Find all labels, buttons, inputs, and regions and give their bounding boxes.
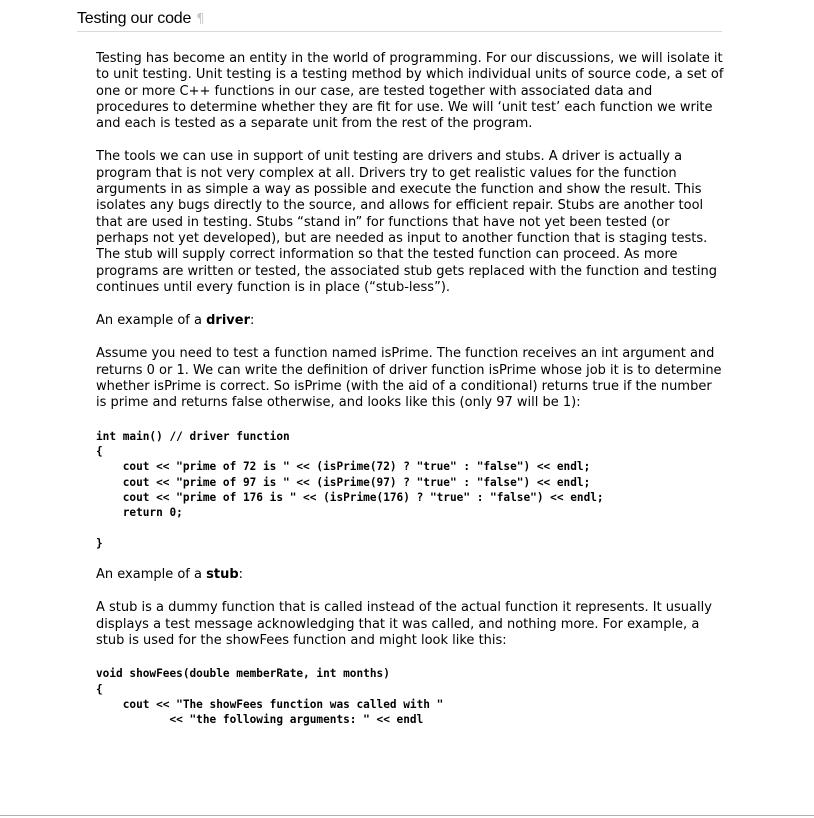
driver-heading-suffix: : <box>250 313 255 329</box>
page-bottom-divider <box>0 815 814 816</box>
driver-heading-prefix: An example of a <box>96 313 207 329</box>
driver-paragraph: Assume you need to test a function named isPrime. The function receives an int argument and returns 0 or 1. We can write the definition of driver function isPrime whose job it is to determine whether isPrime is correct. So isPrime (with the aid of a conditional) returns true if the number is prime and returns false otherwise, and looks like this (only 97 will be 1): <box>96 346 722 411</box>
document-body <box>96 51 726 727</box>
page-title: Testing our code <box>77 10 192 27</box>
stub-heading-suffix: : <box>238 567 244 583</box>
stub-paragraph: A stub is a dummy function that is called instead of the actual function it represents. It usually displays a test message acknowledging that it was called, and nothing more. For example, a stub is used for the showFees function and might look like this: <box>96 600 712 648</box>
stub-heading <box>96 567 726 583</box>
tools-paragraph: The tools we can use in support of unit testing are drivers and stubs. A driver is actually a program that is not very complex at all. Drivers try to get realistic values for the function arguments in as simple a way as possible and execute the function and show the result. This isolates any bugs directly to the source, and allows for efficient repair. Stubs are another tool that are used in testing. Stubs “stand in” for functions that have not yet been tested (or perhaps not yet developed), but are needed as input to another function that is staging tests. The stub will supply correct information so that the tested function can proceed. As more programs are written or tested, the associated stub gets replaced with the function and testing continues until every function is in place (“stub-less”). <box>96 149 717 295</box>
stub-heading-bold: stub <box>206 567 239 583</box>
stub-code-block: void showFees(double memberRate, int months) { cout << "The showFees function was called with " << "the following arguments: " << endl <box>96 667 444 727</box>
intro-paragraph: Testing has become an entity in the world of programming. For our discussions, we will isolate it to unit testing. Unit testing is a testing method by which individual units of source code, a set of one or more C++ functions in our case, are tested together with associated data and procedures to determine whether they are fit for use. We will ‘unit test’ each function we write and each is tested as a separate unit from the rest of the program. <box>96 51 724 132</box>
driver-code-block: int main() // driver function { cout << "prime of 72 is " << (isPrime(72) ? "true" : "false") << endl; cout << "prime of 97 is " << (isPrime(97) ? "true" : "false") << endl; cout << "prime of 176 is " << (isPrime(176) ? "true" : "false") << endl; return 0; } <box>96 429 604 550</box>
driver-heading-bold: driver <box>206 313 250 329</box>
stub-heading-prefix: An example of a <box>96 567 207 583</box>
pilcrow-icon: ¶ <box>196 12 205 27</box>
driver-heading <box>96 313 726 329</box>
document-header <box>77 8 722 32</box>
